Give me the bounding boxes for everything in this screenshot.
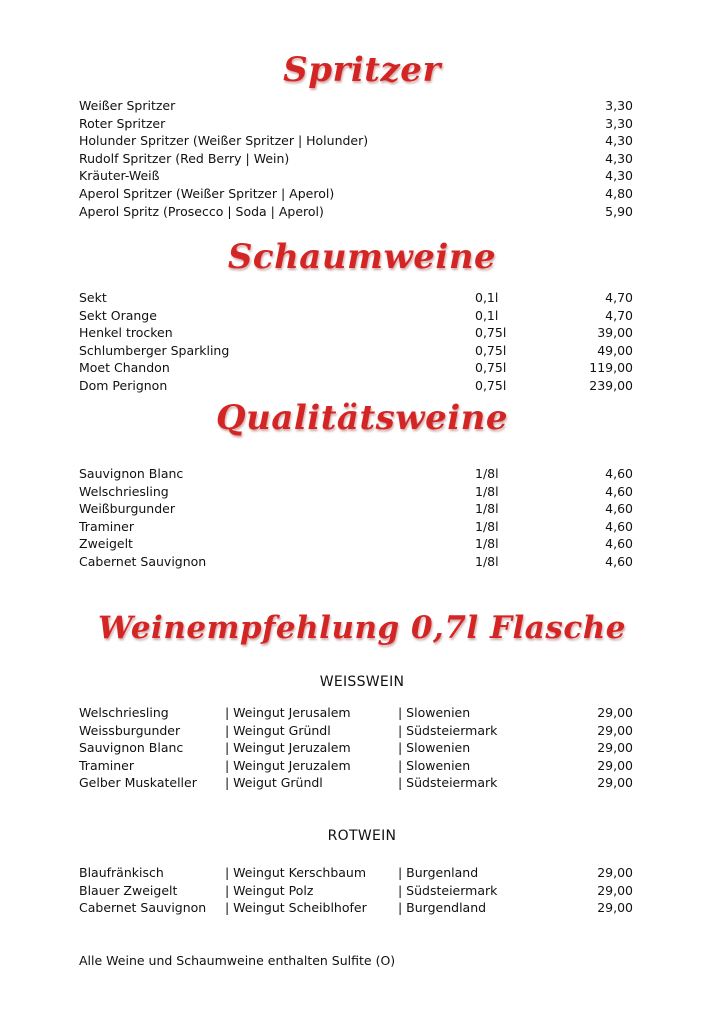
item-size: 0,75l [475,325,507,341]
item-name: Kräuter-Weiß [79,168,160,184]
item-size: 0,1l [475,290,499,305]
item-price: 4,60 [605,483,633,499]
item-name: Traminer [79,518,134,534]
item-price: 29,00 [597,705,633,720]
sulfite-note: Alle Weine und Schaumweine enthalten Sulfite (O) [79,953,396,968]
item-price: 119,00 [589,360,633,376]
spritzer-list [79,97,633,220]
item-region: | Slowenien [398,757,471,773]
item-size: 1/8l [475,501,499,517]
item-name: Gelber Muskateller [79,775,197,791]
menu-item-row [79,377,633,395]
item-region: | Südsteiermark [398,882,498,898]
item-price: 239,00 [589,377,633,393]
item-name: Cabernet Sauvignon [79,553,207,569]
item-name: Holunder Spritzer (Weißer Spritzer | Holunder) [79,133,369,149]
qualitaetsweine-heading: Qualitätsweine [216,398,508,438]
item-winery: | Weingut Gründl [225,722,331,738]
item-price: 4,60 [605,466,633,481]
item-price: 29,00 [597,757,633,773]
item-winery: | Weingut Jeruzalem [225,740,351,756]
menu-item-row [79,307,633,325]
item-region: | Slowenien [398,740,471,756]
item-price: 4,60 [605,518,633,534]
menu-item-row [79,167,633,185]
item-region: | Südsteiermark [398,775,498,791]
item-name: Moet Chandon [79,360,170,376]
item-winery: | Weingut Kerschbaum [225,865,367,880]
item-name: Weißburgunder [79,501,175,517]
item-price: 4,60 [605,501,633,517]
menu-item-row [79,203,633,221]
item-price: 4,80 [605,185,633,201]
item-size: 1/8l [475,553,499,569]
menu-item-row [79,342,633,360]
schaumweine-list [79,289,633,395]
item-price: 39,00 [597,325,633,341]
item-winery: | Weingut Polz [225,882,314,898]
item-name: Traminer [79,757,134,773]
item-name: Welschriesling [79,483,169,499]
item-price: 3,30 [605,115,633,131]
item-winery: | Weigut Gründl [225,775,323,791]
menu-item-row [79,97,633,115]
item-winery: | Weingut Scheiblhofer [225,900,367,916]
menu-item-row [79,465,633,483]
item-size: 0,1l [475,307,499,323]
item-name: Cabernet Sauvignon [79,900,207,916]
item-region: | Burgenland [398,865,479,880]
menu-item-row [79,359,633,377]
item-name: Sekt Orange [79,307,157,323]
item-name: Sauvignon Blanc [79,466,184,481]
menu-item-row [79,132,633,150]
menu-item-row [79,115,633,133]
item-price: 4,70 [605,307,633,323]
item-region: | Südsteiermark [398,722,498,738]
menu-item-row [79,704,633,722]
item-name: Blaufränkisch [79,865,164,880]
item-name: Aperol Spritz (Prosecco | Soda | Aperol) [79,203,324,219]
item-name: Roter Spritzer [79,115,166,131]
item-name: Zweigelt [79,536,133,552]
menu-item-row [79,757,633,775]
item-name: Weissburgunder [79,722,181,738]
item-price: 29,00 [597,865,633,880]
item-price: 4,70 [605,290,633,305]
menu-item-row [79,899,633,917]
menu-item-row [79,739,633,757]
item-size: 0,75l [475,360,507,376]
item-price: 4,30 [605,133,633,149]
menu-item-row [79,535,633,553]
item-name: Sekt [79,290,107,305]
item-name: Dom Perignon [79,377,168,393]
item-name: Sauvignon Blanc [79,740,184,756]
menu-item-row [79,483,633,501]
item-price: 5,90 [605,203,633,219]
rotwein-list [79,864,633,917]
weisswein-list [79,704,633,792]
qualitaetsweine-list [79,465,633,571]
menu-item-row [79,150,633,168]
item-price: 29,00 [597,775,633,791]
schaumweine-heading: Schaumweine [227,237,497,277]
item-size: 0,75l [475,342,507,358]
menu-item-row [79,500,633,518]
item-size: 1/8l [475,518,499,534]
rotwein-subheading: ROTWEIN [327,828,397,844]
item-price: 29,00 [597,722,633,738]
item-price: 4,60 [605,553,633,569]
menu-item-row [79,518,633,536]
item-name: Henkel trocken [79,325,173,341]
weisswein-subheading: WEISSWEIN [319,674,405,690]
item-name: Welschriesling [79,705,169,720]
weinempfehlung-heading: Weinempfehlung 0,7l Flasche [98,610,626,646]
item-size: 1/8l [475,536,499,552]
item-price: 29,00 [597,900,633,916]
item-region: | Burgendland [398,900,487,916]
item-winery: | Weingut Jeruzalem [225,757,351,773]
item-size: 1/8l [475,466,499,481]
menu-item-row [79,864,633,882]
spritzer-heading: Spritzer [283,50,441,90]
menu-item-row [79,774,633,792]
item-price: 29,00 [597,882,633,898]
menu-item-row [79,289,633,307]
item-price: 4,60 [605,536,633,552]
item-name: Blauer Zweigelt [79,882,178,898]
menu-item-row [79,882,633,900]
item-name: Aperol Spritzer (Weißer Spritzer | Aperol) [79,185,335,201]
item-price: 3,30 [605,98,633,113]
item-price: 4,30 [605,168,633,184]
item-price: 49,00 [597,342,633,358]
item-price: 4,30 [605,150,633,166]
menu-item-row [79,324,633,342]
item-price: 29,00 [597,740,633,756]
menu-item-row [79,185,633,203]
menu-item-row [79,722,633,740]
item-name: Weißer Spritzer [79,98,176,113]
item-size: 1/8l [475,483,499,499]
item-name: Schlumberger Sparkling [79,342,230,358]
item-size: 0,75l [475,377,507,393]
item-region: | Slowenien [398,705,471,720]
item-name: Rudolf Spritzer (Red Berry | Wein) [79,150,290,166]
item-winery: | Weingut Jerusalem [225,705,351,720]
menu-item-row [79,553,633,571]
